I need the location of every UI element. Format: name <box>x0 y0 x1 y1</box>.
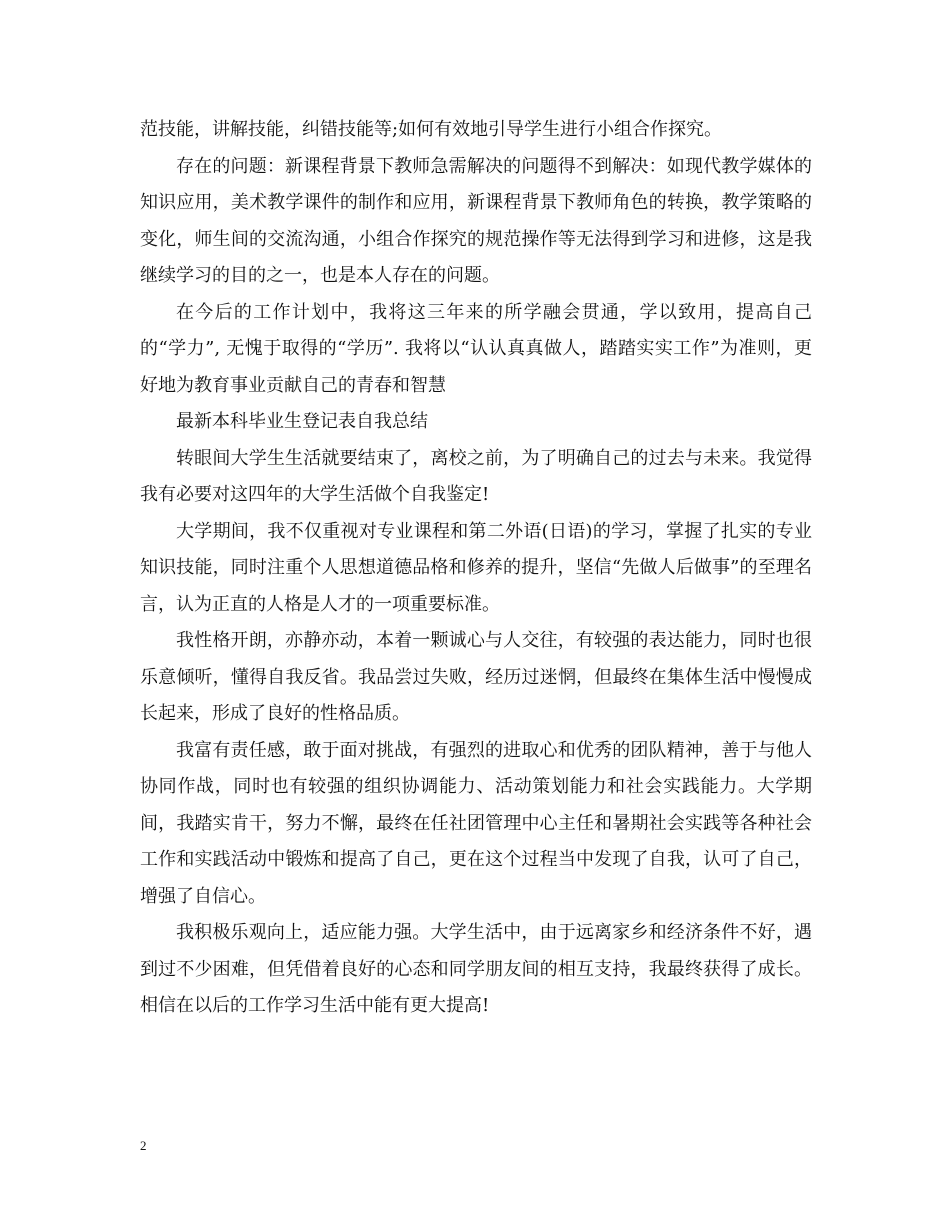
paragraph-intro: 转眼间大学生生活就要结束了，离校之前，为了明确自己的过去与未来。我觉得我有必要对这四年的大学生活做个自我鉴定! <box>140 447 812 505</box>
paragraph-responsibility: 我富有责任感，敢于面对挑战，有强烈的进取心和优秀的团队精神，善于与他人协同作战，同时也有较强的组织协调能力、活动策划能力和社会实践能力。大学期间，我踏实肯干，努力不懈，最终在任社团管理中心主任和暑期社会实践等各种社会工作和实践活动中锻炼和提高了自己，更在这个过程当中发现了自我，认可了自己，增强了自信心。 <box>140 739 812 907</box>
paragraph-optimism: 我积极乐观向上，适应能力强。大学生活中，由于远离家乡和经济条件不好，遇到过不少困难，但凭借着良好的心态和同学朋友间的相互支持，我最终获得了成长。相信在以后的工作学习生活中能有更大提高! <box>140 922 812 1016</box>
paragraph-future-plan: 在今后的工作计划中，我将这三年来的所学融会贯通，学以致用，提高自己的“学力”, 无愧于取得的“学历”. 我将以“认认真真做人，踏踏实实工作”为准则，更好地为教育事业贡献自己的青春和智慧 <box>140 301 812 396</box>
paragraph-study: 大学期间，我不仅重视对专业课程和第二外语(日语)的学习，掌握了扎实的专业知识技能，同时注重个人思想道德品格和修养的提升，坚信“先做人后做事”的至理名言，认为正直的人格是人才的一项重要标准。 <box>140 520 812 615</box>
document-body <box>140 112 812 1025</box>
paragraph-continued: 范技能，讲解技能，纠错技能等;如何有效地引导学生进行小组合作探究。 <box>140 119 723 140</box>
paragraph-existing-problems: 存在的问题：新课程背景下教师急需解决的问题得不到解决：如现代教学媒体的知识应用，美术教学课件的制作和应用，新课程背景下教师角色的转换，教学策略的变化，师生间的交流沟通，小组合作探究的规范操作等无法得到学习和进修，这是我继续学习的目的之一，也是本人存在的问题。 <box>140 155 812 286</box>
paragraph-personality: 我性格开朗，亦静亦动，本着一颗诚心与人交往，有较强的表达能力，同时也很乐意倾听，懂得自我反省。我品尝过失败，经历过迷惘，但最终在集体生活中慢慢成长起来，形成了良好的性格品质。 <box>140 630 812 724</box>
section-title: 最新本科毕业生登记表自我总结 <box>176 411 428 432</box>
page-number: 2 <box>140 1138 147 1153</box>
